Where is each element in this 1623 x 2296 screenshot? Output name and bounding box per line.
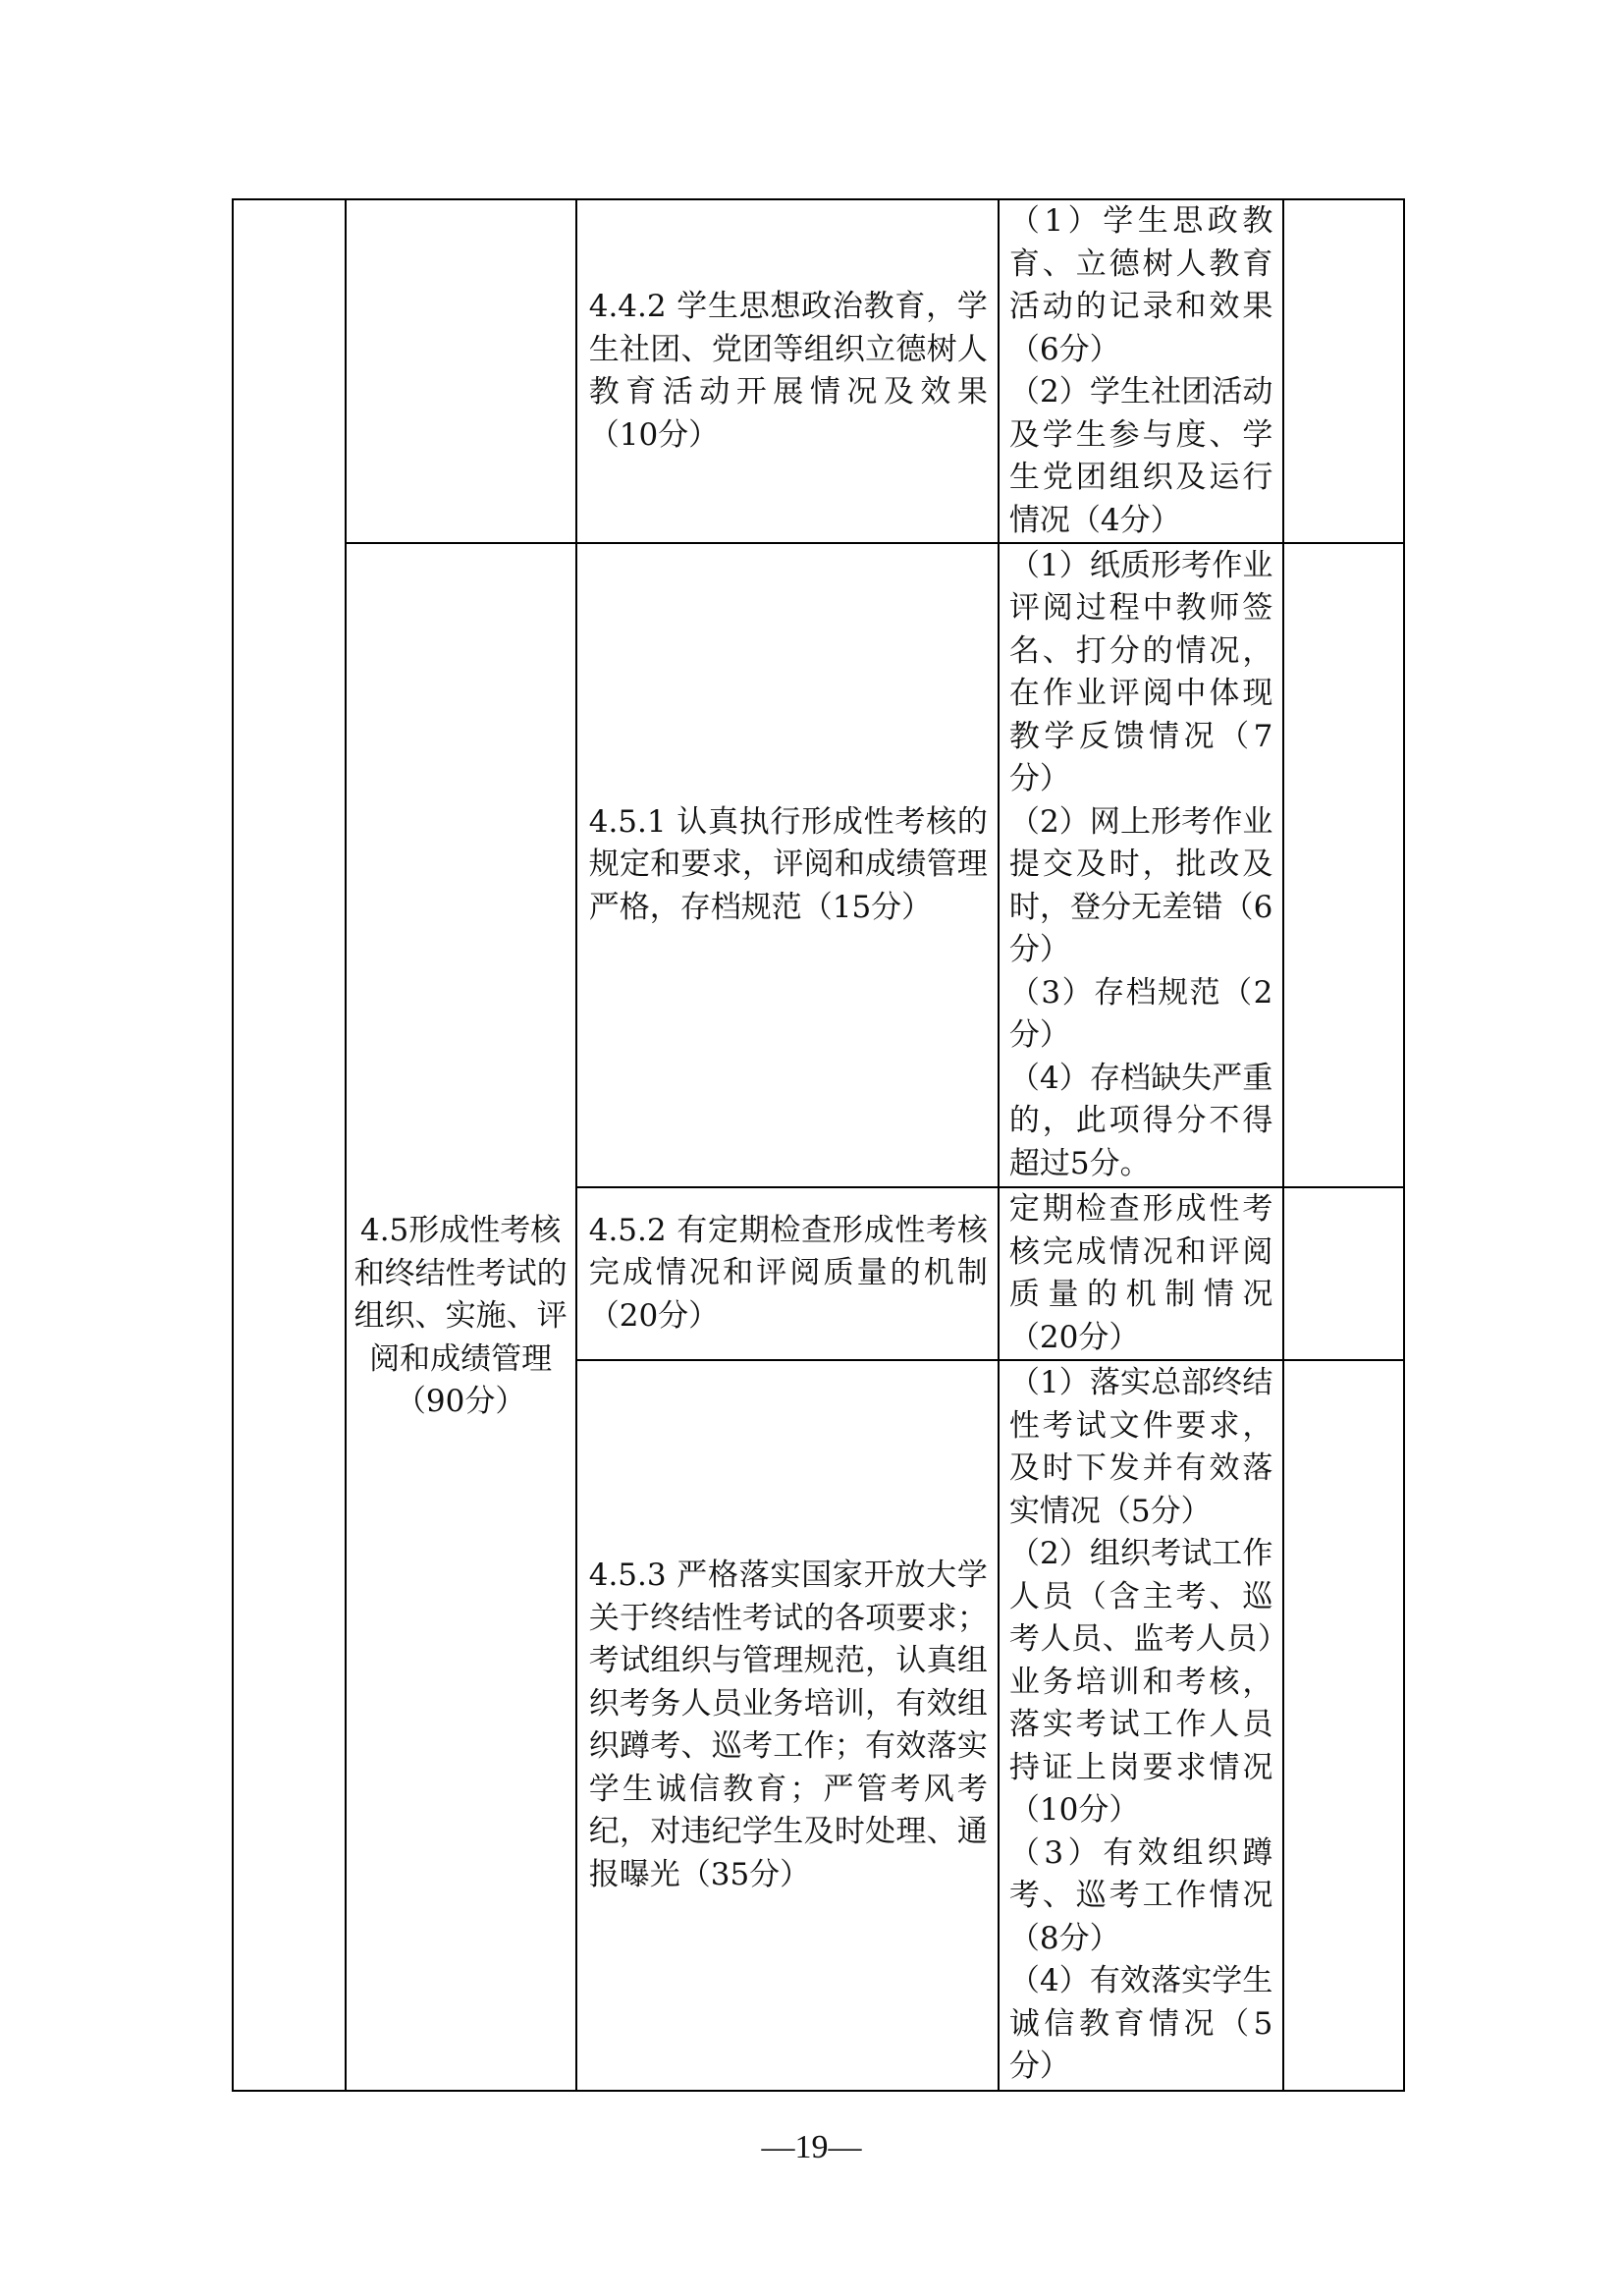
score-cell	[1283, 1360, 1404, 2091]
score-cell	[1283, 543, 1404, 1187]
criteria-line: （4）有效落实学生诚信教育情况（5分）	[1008, 1963, 1273, 2085]
criteria-cell	[999, 1187, 1283, 1360]
category-cell	[346, 543, 576, 2091]
secondary-indicator-cell	[346, 199, 576, 543]
criteria-line: （2）网上形考作业提交及时，批改及时，登分无差错（6分）	[1008, 803, 1273, 968]
criteria-line: （2）组织考试工作人员（含主考、巡考人员、监考人员）业务培训和考核，落实考试工作人员持证上岗要求情况（10分）	[1008, 1536, 1273, 1829]
item-text: 4.5.3 严格落实国家开放大学关于终结性考试的各项要求；考试组织与管理规范，认真组织考务人员业务培训，有效组织蹲考、巡考工作；有效落实学生诚信教育；严管考风考纪，对违纪学生及时处理、通报曝光（35分）	[588, 1558, 988, 1892]
criteria-line: （1）学生思政教育、立德树人教育活动的记录和效果（6分）	[1008, 203, 1273, 367]
item-text: 4.5.1 认真执行形成性考核的规定和要求，评阅和成绩管理严格，存档规范（15分）	[588, 803, 988, 925]
criteria-line: 定期检查形成性考核完成情况和评阅质量的机制情况（20分）	[1008, 1191, 1273, 1355]
score-cell	[1283, 1187, 1404, 1360]
criteria-line: （1）纸质形考作业评阅过程中教师签名、打分的情况，在作业评阅中体现教学反馈情况（7分）	[1008, 547, 1273, 797]
criteria-line: （2）学生社团活动及学生参与度、学生党团组织及运行情况（4分）	[1008, 374, 1273, 538]
score-cell	[1283, 199, 1404, 543]
criteria-line: （4）存档缺失严重的，此项得分不得超过5分。	[1008, 1060, 1273, 1181]
category-text: 4.5形成性考核和终结性考试的组织、实施、评阅和成绩管理（90分）	[353, 1213, 568, 1420]
criteria-cell	[999, 1360, 1283, 2091]
item-text: 4.4.2 学生思想政治教育，学生社团、党团等组织立德树人教育活动开展情况及效果（10分）	[588, 289, 988, 453]
primary-indicator-cell	[233, 199, 346, 2091]
evaluation-table	[232, 198, 1405, 2092]
item-cell	[576, 1360, 999, 2091]
item-cell	[576, 1187, 999, 1360]
page-number: —19—	[761, 2129, 862, 2165]
item-text: 4.5.2 有定期检查形成性考核完成情况和评阅质量的机制（20分）	[588, 1212, 988, 1334]
table-row	[233, 199, 1404, 543]
criteria-line: （1）落实总部终结性考试文件要求，及时下发并有效落实情况（5分）	[1008, 1365, 1273, 1529]
table-row	[233, 543, 1404, 1187]
item-cell	[576, 543, 999, 1187]
item-cell	[576, 199, 999, 543]
criteria-line: （3）有效组织蹲考、巡考工作情况（8分）	[1008, 1834, 1273, 1956]
criteria-line: （3）存档规范（2分）	[1008, 974, 1273, 1054]
criteria-cell	[999, 543, 1283, 1187]
criteria-cell	[999, 199, 1283, 543]
